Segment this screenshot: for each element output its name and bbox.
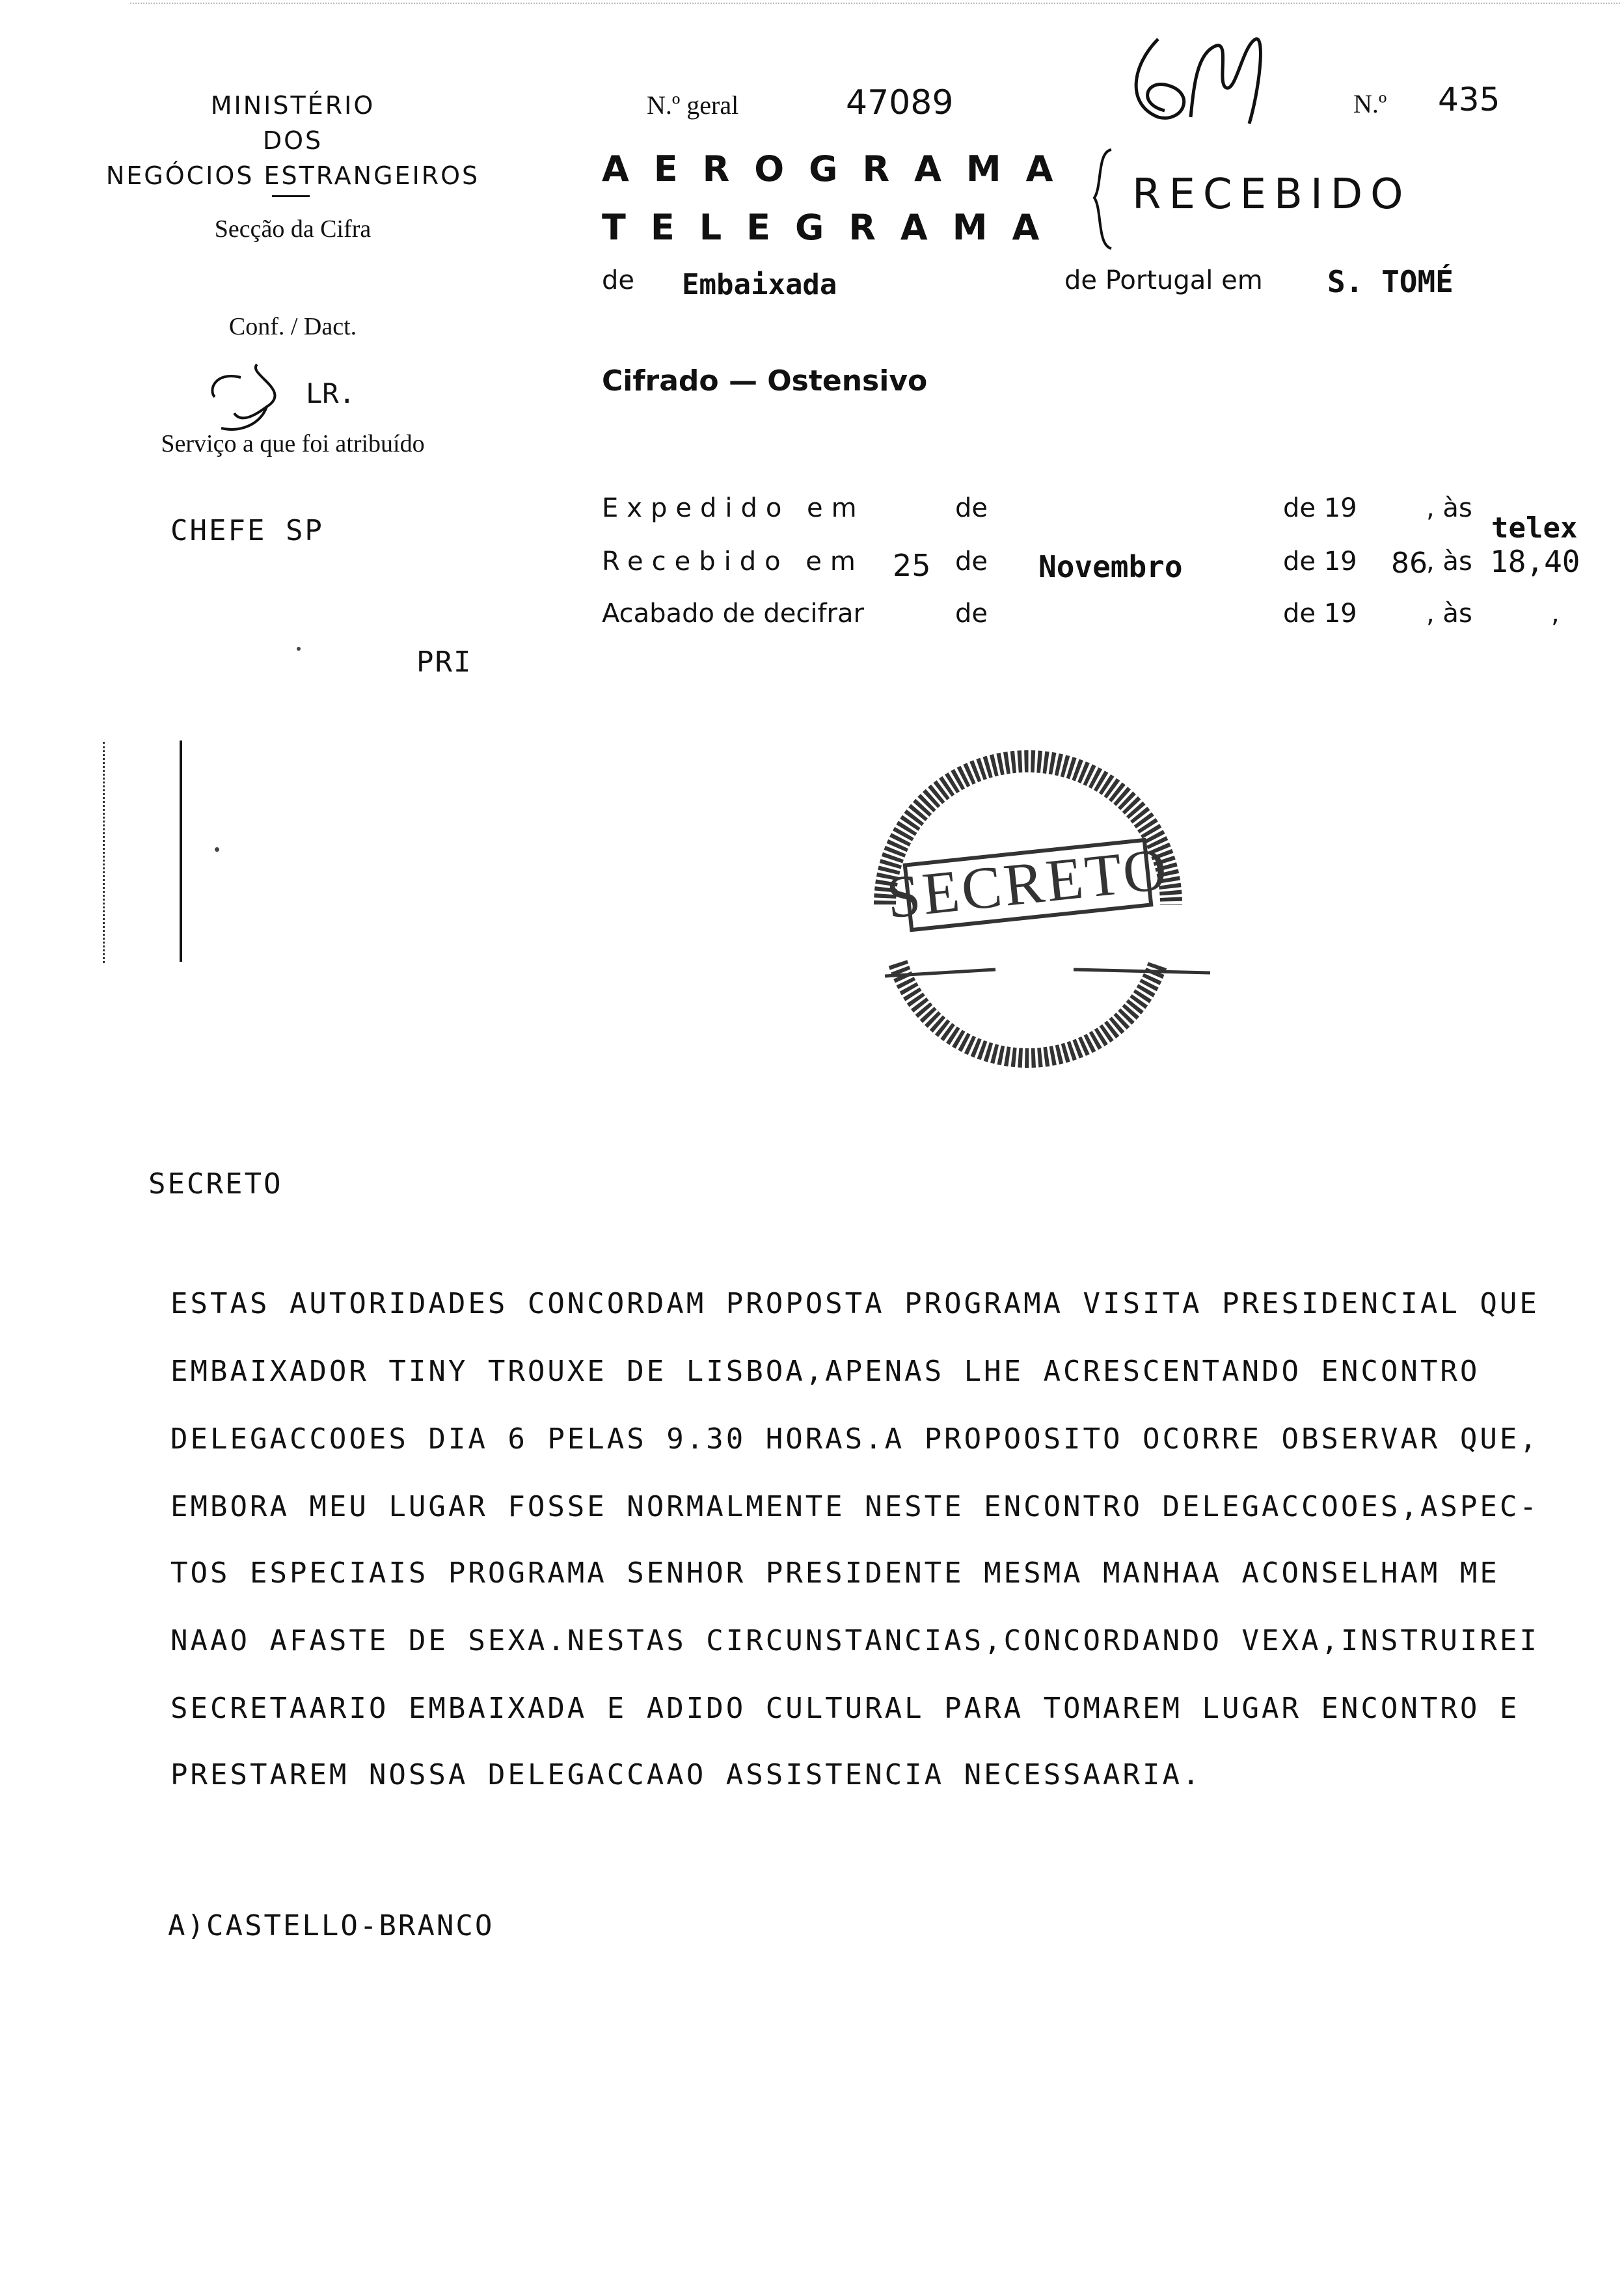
recebido-de: de	[955, 547, 988, 577]
message-line: PRESTAREM NOSSA DELEGACCAAO ASSISTENCIA NECESSAARIA.	[170, 1758, 1202, 1791]
portugal-em-label: de Portugal em	[1064, 265, 1263, 295]
sender-value: Embaixada	[682, 268, 837, 301]
recebido-day: 25	[893, 548, 931, 583]
acabado-comma: ,	[1551, 599, 1560, 629]
location-value: S. TOMÉ	[1327, 264, 1454, 299]
expedido-year-label: de 19	[1283, 493, 1357, 523]
recebido-month: Novembro	[1038, 549, 1183, 584]
aerograma-title: AEROGRAMA	[602, 148, 1078, 189]
general-number-label: N.º geral	[647, 90, 739, 120]
ministry-name-line-3: NEGÓCIOS ESTRANGEIROS	[105, 161, 480, 190]
expedido-label: Expedido em	[602, 493, 865, 523]
acabado-de: de	[955, 599, 988, 629]
recebido-time: 18,40	[1490, 544, 1580, 579]
acabado-label: Acabado de decifrar	[602, 599, 864, 629]
service-value: CHEFE SP	[170, 514, 324, 547]
message-line: EMBAIXADOR TINY TROUXE DE LISBOA,APENAS LHE ACRESCENTANDO ENCONTRO	[170, 1355, 1480, 1388]
recebido-year: 86	[1391, 547, 1428, 580]
signature-line: A)CASTELLO-BRANCO	[168, 1909, 494, 1942]
margin-solid-rule	[180, 741, 182, 962]
telegrama-title: TELEGRAMA	[602, 207, 1064, 248]
status-label: RECEBIDO	[1132, 170, 1411, 219]
general-number-value: 47089	[846, 83, 954, 122]
recebido-as: , às	[1426, 547, 1472, 577]
expedido-de: de	[955, 493, 988, 523]
number-label: N.º	[1353, 89, 1387, 118]
expedido-as: , às	[1426, 493, 1472, 523]
margin-dot	[215, 847, 219, 852]
acabado-as: , às	[1426, 599, 1472, 629]
handwritten-initials-mark	[195, 351, 306, 436]
section-label: Secção da Cifra	[214, 215, 372, 243]
typist-initials: LR.	[306, 377, 355, 409]
secret-stamp-seal	[846, 709, 1210, 1100]
number-value: 435	[1438, 81, 1500, 118]
message-line: SECRETAARIO EMBAIXADA E ADIDO CULTURAL PARA TOMAREM LUGAR ENCONTRO E	[170, 1692, 1520, 1725]
service-label: Serviço a que foi atribuído	[161, 430, 425, 457]
recebido-label: Recebido em	[602, 547, 864, 577]
recebido-year-label: de 19	[1283, 547, 1357, 577]
scan-top-edge	[130, 3, 1620, 4]
curly-brace-icon	[1085, 147, 1118, 251]
ministry-underline	[272, 195, 310, 197]
message-line: ESTAS AUTORIDADES CONCORDAM PROPOSTA PROGRAMA VISITA PRESIDENCIAL QUE	[170, 1287, 1539, 1320]
ministry-name-line-1: MINISTÉRIO	[210, 91, 375, 120]
margin-dotted-rule	[103, 742, 105, 963]
speck	[297, 647, 301, 651]
priority-mark: PRI	[416, 646, 472, 679]
classification-label: SECRETO	[148, 1167, 283, 1201]
message-line: DELEGACCOOES DIA 6 PELAS 9.30 HORAS.A PROPOOSITO OCORRE OBSERVAR QUE,	[170, 1422, 1539, 1456]
message-line: TOS ESPECIAIS PROGRAMA SENHOR PRESIDENTE MESMA MANHAA ACONSELHAM ME	[170, 1557, 1500, 1590]
channel-label: telex	[1491, 511, 1578, 545]
message-line: NAAO AFASTE DE SEXA.NESTAS CIRCUNSTANCIAS,CONCORDANDO VEXA,INSTRUIREI	[170, 1624, 1539, 1657]
handwritten-rubric-mark	[1119, 26, 1288, 137]
cipher-status: Cifrado — Ostensivo	[602, 364, 928, 398]
acabado-year-label: de 19	[1283, 599, 1357, 629]
message-line: EMBORA MEU LUGAR FOSSE NORMALMENTE NESTE ENCONTRO DELEGACCOOES,ASPEC-	[170, 1490, 1539, 1523]
ministry-name-line-2: DOS	[262, 126, 323, 155]
from-label: de	[602, 265, 634, 295]
conf-dact-label: Conf. / Dact.	[228, 313, 357, 340]
stamp-text: SECRETO	[883, 835, 1172, 931]
